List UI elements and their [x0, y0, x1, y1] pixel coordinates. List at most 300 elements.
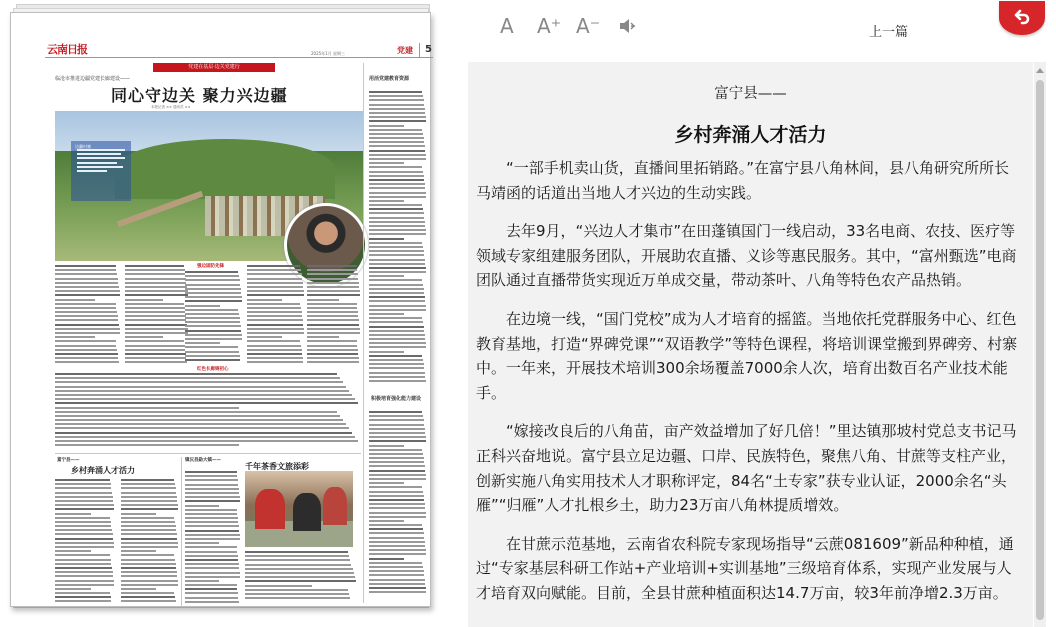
text-line — [369, 120, 426, 122]
text-line — [369, 137, 424, 139]
text-line — [121, 546, 178, 548]
text-line — [369, 154, 426, 156]
text-line — [121, 580, 178, 582]
column-rule — [363, 63, 364, 603]
text-line — [369, 196, 426, 198]
text-line — [245, 593, 349, 595]
section-banner: 党建在基层·边关党建行 — [153, 63, 275, 72]
text-line — [369, 259, 425, 261]
speaker-icon[interactable] — [617, 16, 637, 40]
text-line — [185, 572, 240, 574]
text-line — [55, 513, 91, 515]
side-column-text-2 — [369, 411, 427, 595]
text-line — [369, 326, 424, 328]
text-line — [185, 346, 238, 348]
tea-photo — [245, 471, 353, 547]
text-line — [369, 145, 425, 147]
article-paragraph: “嫁接改良后的八角苗，亩产效益增加了好几倍！”里达镇那坡村党总支书记马正科兴奋地说。富宁县立足边疆、口岸、民族特色，聚焦八角、甘蔗等支柱产业，创新实施八角实用技术人才职称评定，84名“土专家”获专业认证，2000余名“头雁”“归雁”人才扎根乡土，助力23万亩八角林提质增效。 — [476, 422, 1017, 515]
text-line — [247, 290, 304, 292]
text-line — [369, 95, 423, 97]
font-increase-button[interactable]: A⁺ — [537, 14, 562, 38]
text-line — [369, 342, 426, 344]
text-line — [369, 453, 423, 455]
font-default-button[interactable]: A — [500, 14, 514, 38]
text-line — [369, 254, 424, 256]
text-line — [307, 319, 359, 321]
text-line — [369, 171, 423, 173]
text-line — [247, 361, 303, 363]
text-line — [247, 294, 304, 296]
text-line — [55, 294, 120, 296]
text-line — [369, 440, 426, 442]
text-line — [247, 311, 302, 313]
text-line — [55, 361, 119, 363]
text-line — [247, 278, 302, 280]
text-line — [185, 288, 241, 290]
text-line — [55, 303, 116, 305]
text-line — [247, 307, 301, 309]
text-line — [125, 349, 185, 351]
text-line — [245, 568, 353, 570]
text-line — [55, 500, 113, 502]
text-line — [307, 294, 360, 296]
text-line — [55, 345, 116, 347]
text-line — [185, 300, 242, 302]
text-line — [121, 525, 176, 527]
text-line — [185, 292, 241, 294]
text-line — [55, 390, 349, 392]
text-line — [125, 353, 186, 355]
text-line — [125, 340, 184, 342]
text-line — [185, 342, 220, 344]
text-line — [369, 158, 426, 160]
text-line — [55, 584, 114, 586]
text-line — [185, 500, 240, 502]
text-line — [121, 563, 176, 565]
bottom-column-1 — [55, 479, 115, 605]
text-line — [55, 483, 111, 485]
text-line — [369, 212, 424, 214]
text-line — [55, 596, 111, 598]
text-line — [369, 428, 425, 430]
text-line — [369, 317, 422, 319]
text-line — [247, 345, 301, 347]
text-line — [55, 340, 116, 342]
text-line — [185, 597, 238, 599]
text-line — [125, 299, 163, 301]
text-line — [55, 398, 355, 400]
text-line — [185, 334, 242, 336]
text-line — [307, 361, 359, 363]
text-line — [185, 496, 240, 498]
text-line — [369, 229, 426, 231]
text-line — [121, 517, 174, 519]
section-name: 党建 — [397, 46, 413, 55]
body-column-5 — [307, 265, 361, 366]
text-line — [369, 279, 422, 281]
article-paragraph: 去年9月，“兴边人才集市”在田蓬镇国门一线启动，33名电商、农技、医疗等领域专家组建服务团队，开展助农直播、义诊等惠民服务。其中，“富州甄选”电商团队通过直播带货实现近万单成交量，带动茶叶、八角等特色农产品热销。 — [476, 222, 1017, 290]
text-line — [55, 307, 116, 309]
page-number: 5 — [425, 44, 432, 55]
text-line — [369, 478, 426, 480]
text-line — [369, 558, 404, 560]
text-line — [55, 407, 239, 409]
text-line — [369, 419, 424, 421]
text-line — [369, 520, 404, 522]
text-line — [55, 386, 346, 388]
text-line — [369, 499, 424, 501]
text-line — [369, 296, 425, 298]
text-line — [369, 221, 425, 223]
text-line — [185, 284, 240, 286]
text-line — [369, 512, 426, 514]
text-line — [121, 550, 156, 552]
text-line — [121, 533, 177, 535]
text-line — [369, 238, 404, 240]
back-arrow-icon — [1013, 8, 1031, 26]
column-rule — [181, 457, 182, 607]
text-line — [245, 564, 351, 566]
text-line — [125, 265, 184, 267]
masthead-rule — [45, 57, 433, 58]
text-line — [185, 584, 237, 586]
body-column-2 — [125, 265, 189, 366]
text-line — [55, 336, 95, 338]
text-line — [369, 321, 423, 323]
text-line — [185, 359, 240, 361]
text-line — [369, 346, 426, 348]
text-line — [125, 307, 185, 309]
text-line — [121, 554, 174, 556]
text-line — [55, 559, 111, 561]
text-line — [369, 250, 424, 252]
text-line — [369, 495, 424, 497]
text-line — [55, 265, 116, 267]
text-line — [369, 175, 424, 177]
text-line — [369, 330, 424, 332]
text-line — [369, 355, 422, 357]
text-line — [369, 359, 423, 361]
text-line — [55, 427, 349, 429]
article-scrollbar[interactable] — [1034, 62, 1046, 627]
text-line — [247, 353, 302, 355]
page-meta: 2025年1月 星期三 — [311, 51, 345, 56]
text-line — [307, 286, 359, 288]
lead-headline[interactable] — [111, 83, 288, 106]
text-line — [369, 288, 424, 290]
scroll-thumb[interactable] — [1036, 80, 1044, 620]
text-line — [369, 367, 424, 369]
text-line — [55, 311, 117, 313]
text-line — [369, 141, 424, 143]
text-line — [125, 303, 184, 305]
text-line — [55, 600, 111, 602]
text-line — [185, 601, 239, 603]
bottom-headline-2-text: 千年茶香文旅添彩 — [245, 462, 309, 471]
text-line — [307, 273, 358, 275]
text-line — [369, 482, 404, 484]
text-line — [369, 465, 425, 467]
text-line — [369, 579, 425, 581]
article-title: 乡村奔涌人才活力 — [674, 124, 827, 146]
text-line — [369, 503, 425, 505]
text-line — [185, 492, 239, 494]
text-line — [55, 496, 113, 498]
text-line — [55, 504, 114, 506]
text-line — [369, 415, 423, 417]
text-line — [125, 319, 186, 321]
subhead-2: 红色长廊铸初心 — [197, 367, 229, 372]
text-line — [245, 555, 349, 557]
bottom-column-2 — [121, 479, 179, 605]
text-line — [55, 377, 340, 379]
text-line — [245, 589, 348, 591]
text-line — [245, 551, 348, 553]
text-line — [369, 470, 425, 472]
text-line — [125, 273, 185, 275]
text-line — [369, 129, 422, 131]
text-line — [369, 233, 426, 235]
text-line — [55, 423, 346, 425]
text-line — [55, 492, 112, 494]
lead-byline: 本报记者 ×× 通讯员 ×× — [151, 105, 191, 109]
photo-hill — [115, 139, 335, 199]
text-line — [185, 559, 238, 561]
text-line — [307, 332, 360, 334]
text-line — [247, 315, 302, 317]
text-line — [55, 278, 118, 280]
text-line — [125, 294, 188, 296]
text-line — [369, 334, 425, 336]
font-decrease-button[interactable]: A⁻ — [576, 14, 601, 38]
text-line — [369, 267, 426, 269]
text-line — [121, 508, 178, 510]
text-line — [369, 217, 424, 219]
text-line — [247, 303, 300, 305]
text-line — [369, 125, 404, 127]
text-line — [307, 349, 358, 351]
text-line — [121, 538, 177, 540]
text-line — [185, 563, 239, 565]
text-line — [185, 317, 240, 319]
text-line — [369, 271, 426, 273]
text-line — [307, 336, 339, 338]
text-line — [55, 286, 119, 288]
text-line — [185, 509, 237, 511]
text-line — [369, 474, 426, 476]
body-column-4 — [247, 265, 305, 366]
divider — [419, 43, 420, 57]
text-line — [55, 332, 120, 334]
text-line — [307, 282, 359, 284]
text-line — [125, 315, 186, 317]
text-line — [369, 351, 404, 353]
text-line — [369, 457, 424, 459]
back-button[interactable] — [999, 1, 1045, 35]
text-line — [121, 513, 156, 515]
text-line — [369, 225, 425, 227]
text-line — [185, 338, 242, 340]
text-line — [185, 471, 237, 473]
text-line — [55, 373, 337, 375]
text-line — [245, 580, 356, 582]
text-line — [185, 305, 220, 307]
text-line — [307, 328, 360, 330]
text-line — [55, 269, 116, 271]
text-line — [125, 357, 186, 359]
article-panel[interactable] — [468, 62, 1033, 627]
text-line — [307, 307, 357, 309]
text-line — [369, 524, 422, 526]
text-line — [369, 200, 404, 202]
text-line — [307, 345, 357, 347]
text-line — [55, 381, 343, 383]
text-line — [369, 541, 425, 543]
text-line — [369, 150, 425, 152]
text-line — [55, 328, 120, 330]
text-line — [307, 278, 358, 280]
text-line — [307, 265, 357, 267]
text-line — [55, 567, 112, 569]
text-line — [55, 444, 239, 446]
text-line — [55, 592, 110, 594]
text-line — [55, 432, 352, 434]
text-line — [55, 282, 118, 284]
lead-kicker: 临沧市推进边疆党建长廊建设—— — [55, 76, 131, 82]
text-line — [369, 486, 422, 488]
text-line — [55, 580, 114, 582]
text-line — [55, 315, 118, 317]
bottom-headline[interactable] — [71, 465, 135, 476]
text-line — [121, 479, 174, 481]
text-line — [369, 112, 425, 114]
text-line — [369, 284, 423, 286]
text-line — [185, 505, 219, 507]
text-line — [247, 328, 304, 330]
text-line — [121, 592, 174, 594]
text-line — [185, 488, 239, 490]
text-line — [369, 204, 422, 206]
text-line — [307, 357, 359, 359]
body-column-3 — [185, 271, 243, 363]
text-line — [307, 269, 357, 271]
article-paragraph: “一部手机卖山货，直播间里拓销路。”在富宁县八角林间，县八角研究所所长马靖函的话道出当地人才兴边的生动实践。 — [476, 159, 1010, 202]
text-line — [125, 286, 187, 288]
article-body — [476, 156, 1024, 620]
text-line — [247, 319, 303, 321]
text-line — [185, 330, 241, 332]
text-line — [125, 282, 186, 284]
scroll-up-arrow-icon[interactable] — [1036, 68, 1044, 73]
text-line — [369, 591, 426, 593]
bottom-column-4 — [245, 551, 357, 601]
text-line — [185, 296, 242, 298]
text-line — [369, 432, 425, 434]
text-line — [369, 309, 426, 311]
text-line — [369, 411, 422, 413]
text-line — [125, 290, 188, 292]
text-line — [55, 554, 110, 556]
text-line — [369, 183, 425, 185]
text-line — [245, 576, 355, 578]
text-line — [55, 542, 114, 544]
text-line — [55, 563, 111, 565]
text-line — [185, 271, 238, 273]
text-line — [369, 461, 424, 463]
text-line — [185, 517, 238, 519]
bottom-kicker: 富宁县—— — [57, 458, 80, 463]
newspaper-page-thumbnail[interactable] — [10, 12, 431, 607]
text-line — [185, 479, 238, 481]
text-line — [55, 533, 113, 535]
text-line — [247, 265, 300, 267]
text-line — [369, 108, 425, 110]
text-line — [369, 292, 424, 294]
text-line — [185, 475, 237, 477]
text-line — [185, 525, 239, 527]
text-line — [55, 353, 118, 355]
bottom-headline-text: 乡村奔涌人才活力 — [71, 466, 135, 475]
text-line — [369, 537, 424, 539]
text-line — [121, 504, 178, 506]
text-line — [247, 336, 282, 338]
text-line — [185, 588, 237, 590]
text-line — [55, 357, 118, 359]
text-line — [121, 521, 175, 523]
text-line — [121, 492, 176, 494]
text-line — [125, 269, 185, 271]
text-line — [185, 542, 219, 544]
text-line — [369, 338, 425, 340]
text-line — [369, 263, 425, 265]
text-line — [55, 550, 91, 552]
text-line — [247, 357, 303, 359]
text-line — [369, 246, 423, 248]
previous-article-link[interactable]: 上一篇 — [869, 25, 909, 40]
text-line — [369, 570, 424, 572]
body-column-1 — [55, 265, 121, 366]
text-line — [185, 530, 239, 532]
text-line — [185, 313, 239, 315]
text-line — [55, 349, 117, 351]
text-line — [55, 575, 113, 577]
text-line — [369, 376, 425, 378]
text-line — [369, 491, 423, 493]
text-line — [369, 133, 423, 135]
side-title-1: 用活党建教育资源 — [369, 76, 410, 82]
text-line — [121, 584, 178, 586]
text-line — [369, 583, 425, 585]
text-line — [121, 571, 177, 573]
text-line — [125, 328, 188, 330]
text-line — [185, 321, 240, 323]
text-line — [55, 419, 343, 421]
text-line — [185, 325, 241, 327]
text-line — [369, 507, 425, 509]
text-line — [121, 588, 156, 590]
article-paragraph: 在甘蔗示范基地，云南省农科院专家现场指导“云蔗081609”新品种种植，通过“专家基层科研工作站+产业培训+实训基地”三级培育体系，实现产业发展与人才培育双向赋能。目前，全县甘蔗种植面积达14.7万亩，较3年前净增2.3万亩。 — [476, 534, 1014, 602]
text-line — [55, 521, 111, 523]
text-line — [369, 445, 404, 447]
text-line — [369, 192, 426, 194]
text-line — [121, 483, 175, 485]
text-line — [55, 324, 119, 326]
text-line — [185, 555, 238, 557]
text-line — [369, 562, 422, 564]
text-line — [55, 290, 120, 292]
text-line — [185, 546, 237, 548]
text-line — [369, 372, 425, 374]
